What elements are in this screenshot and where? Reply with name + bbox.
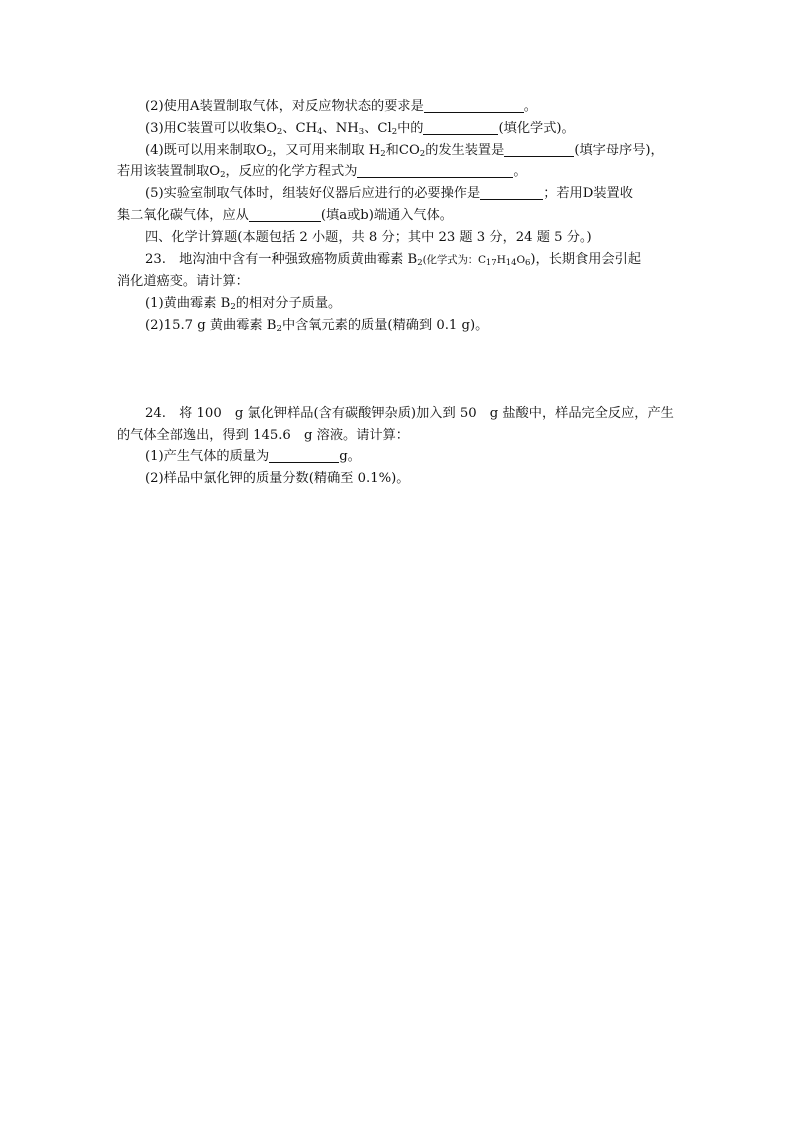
subscript: 2 [266, 148, 273, 159]
q3-text: 、CH [282, 120, 318, 136]
q2-end: 。 [523, 99, 537, 114]
subscript: 4 [317, 126, 323, 137]
q3-text: (3)用C装置可以收集O [145, 120, 277, 136]
q23-text: O [516, 253, 525, 266]
question-23-line1 [117, 249, 679, 272]
subscript: 2 [230, 302, 236, 313]
subscript: 2 [391, 126, 398, 137]
question-23-line2: 消化道癌变。请计算： [117, 274, 249, 290]
q4-text: 的发生装置是 [425, 142, 505, 158]
question-24-sub1 [117, 446, 679, 468]
q5-text: (5)实验室制取气体时，组装好仪器后应进行的必要操作是 [145, 186, 481, 202]
question-23-sub2 [117, 315, 679, 337]
q23-text: )，长期食用会引起 [530, 251, 642, 267]
q4-text: 和CO [385, 142, 420, 158]
q4-text: (填字母序号)， [574, 142, 664, 158]
subscript: 3 [358, 126, 365, 137]
q24-text: g。 [339, 449, 361, 465]
question-24-line1: 24. 将 100 g 氯化钾样品(含有碳酸钾杂质)加入到 50 g 盐酸中，样品完全反应，产生 [145, 405, 674, 421]
question-24-line2: 的气体全部逸出，得到 145.6 g 溶液。请计算： [117, 427, 409, 443]
q23-text: (2)15.7 g 黄曲霉素 B [145, 317, 277, 333]
q23-text: 中含氧元素的质量(精确到 0.1 g)。 [281, 317, 489, 333]
subscript: 2 [380, 148, 386, 159]
q3-text: (填化学式)。 [498, 120, 575, 136]
q4-text: (4)既可以用来制取O [145, 142, 267, 158]
question-4-line2 [117, 161, 679, 183]
subscript: 17 [485, 257, 497, 268]
q23-text: (化学式为：C [422, 253, 486, 266]
question-5-line2 [117, 205, 679, 227]
section-4-title: 四、化学计算题(本题包括 2 小题，共 8 分；其中 23 题 3 分，24 题 5 分。) [145, 229, 592, 245]
subscript: 2 [276, 126, 283, 137]
answer-blank[interactable] [423, 120, 498, 135]
q5-text: (填a或b)端通入气体。 [320, 207, 453, 223]
q23-text: 的相对分子质量。 [235, 296, 342, 312]
document-page [117, 96, 679, 490]
q5-text: ；若用D装置收 [543, 186, 633, 202]
q4-text: 若用该装置制取O [117, 164, 221, 180]
question-5-line1 [117, 183, 679, 205]
subscript: 2 [417, 257, 423, 268]
q4-text: 。 [513, 164, 527, 180]
q2-text: (2)使用A装置制取气体，对反应物状态的要求是 [145, 99, 424, 114]
q4-text: ，又可用来制取 H [272, 142, 381, 158]
q3-text: 、NH [322, 120, 359, 136]
subscript: 6 [524, 257, 531, 268]
q4-text: ，反应的化学方程式为 [225, 164, 358, 180]
answer-blank[interactable] [504, 142, 574, 157]
answer-blank[interactable] [357, 163, 513, 178]
subscript: 14 [505, 257, 517, 268]
q24-text: (1)产生气体的质量为 [145, 449, 270, 465]
answer-blank[interactable] [249, 207, 321, 222]
answer-blank[interactable] [424, 98, 524, 113]
q23-text: 23. 地沟油中含有一种强致癌物质黄曲霉素 B [145, 251, 418, 267]
question-3 [117, 118, 679, 140]
question-23-sub1 [117, 293, 679, 315]
subscript: 2 [276, 323, 282, 334]
q3-text: 、Cl [364, 120, 392, 136]
question-24-sub2: (2)样品中氯化钾的质量分数(精确至 0.1%)。 [145, 471, 410, 487]
answer-blank[interactable] [269, 448, 339, 463]
answer-blank[interactable] [480, 185, 543, 200]
subscript: 2 [220, 170, 226, 181]
answer-space [117, 337, 679, 403]
q23-text: (1)黄曲霉素 B [145, 296, 231, 312]
subscript: 2 [419, 148, 426, 159]
question-2 [117, 96, 679, 118]
question-4-line1 [117, 140, 679, 162]
q23-text: H [496, 253, 506, 266]
q3-text: 中的 [397, 120, 424, 136]
q5-text: 集二氧化碳气体，应从 [117, 207, 249, 223]
